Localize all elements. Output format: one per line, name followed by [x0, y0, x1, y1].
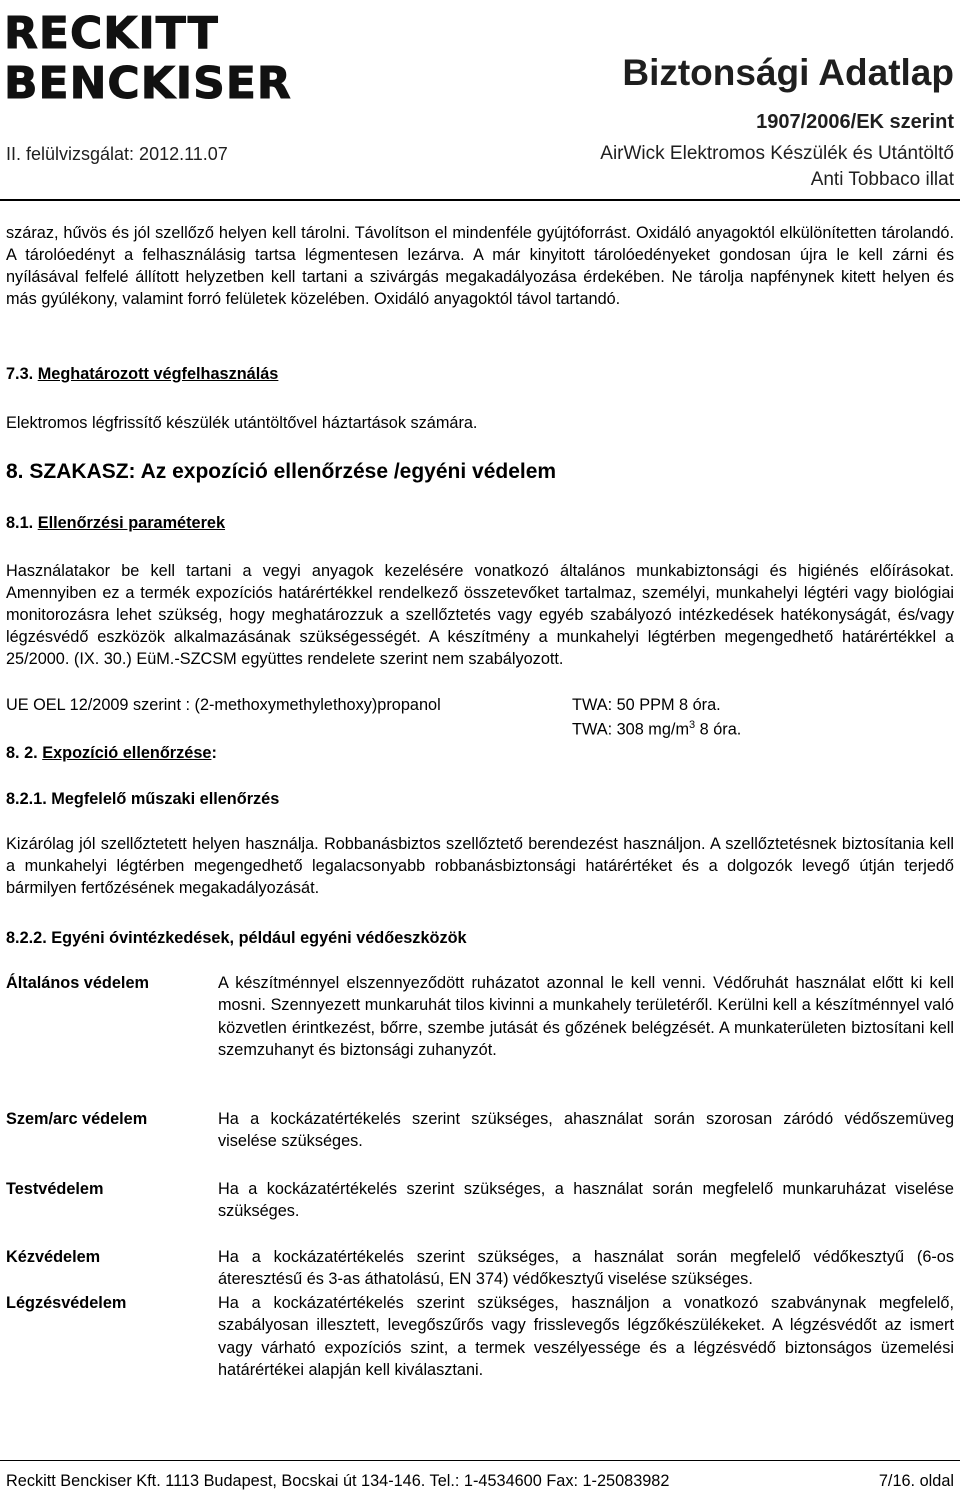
- ppe-text-hand: Ha a kockázatértékelés szerint szükséges, a használat során megfelelő védőkesztyű (6-os áteresztésű és 3-as áthatolású, EN 374) védőkesztyű viselése szükséges.: [218, 1248, 954, 1289]
- twa-ppm: TWA: 50 PPM 8 óra.: [572, 696, 721, 714]
- footer-page-number: 7/16. oldal: [878, 1472, 954, 1490]
- section-7-3-text: Elektromos légfrissítő készülék utántöltővel háztartások számára.: [6, 414, 478, 432]
- ppe-text-eye-face: Ha a kockázatértékelés szerint szükséges, ahasználat során szorosan záródó védőszemüveg viselése szükséges.: [218, 1110, 954, 1151]
- header-divider: [0, 199, 960, 201]
- section-number: 8.1.: [6, 514, 34, 532]
- ppe-text-body: Ha a kockázatértékelés szerint szükséges, a használat során megfelelő munkaruházat viselése szükséges.: [218, 1180, 954, 1221]
- section-8-heading: [6, 460, 556, 484]
- section-8-2-heading: [6, 744, 217, 763]
- product-variant: Anti Tobbaco illat: [810, 169, 954, 190]
- oel-label: UE OEL 12/2009 szerint : (2-methoxymethylethoxy)propanol: [6, 696, 441, 714]
- section-8-1-paragraph: Használatakor be kell tartani a vegyi anyagok kezelésére vonatkozó általános munkabiztonsági és higiénés előírásokat. Amennyiben ez a termék expozíciós határértékkel rendelkező összetevőket tartalmaz, személyi, munkahelyi légtéri vagy biológiai monitorozásra lehet szükség, hogy meghatározzuk a szellőztetés vagy egyéb szabályozó intézkedések hatékonyságát, és/vagy légzésvédő eszközök alkalmazásának szükségességét. A készítmény a munkahelyi légtérben megengedhető határértékkel a 25/2000. (IX. 30.) EüM.-SZCSM együttes rendelete szerint nem szabályozott.: [6, 562, 954, 668]
- section-label: SZAKASZ: [29, 460, 129, 483]
- twa-mg: [572, 719, 741, 739]
- logo-line2: BENCKISER: [4, 58, 292, 109]
- section-number: 8. 2.: [6, 744, 38, 762]
- section-8-1-heading: [6, 514, 225, 533]
- ppe-label-general: Általános védelem: [6, 974, 149, 992]
- ppe-text-respiratory: Ha a kockázatértékelés szerint szükséges, használjon a vonatkozó szabványnak megfelelő, szabályosan illesztett, levegőszűrős vagy frisslevegős légzőkészülékeket. A légzésvédőt az ismert vagy várható expozíciós szint, a termek veszélyessége és a légzésvédő biztonságos üzemelési határértékei alapján kell kiválasztani.: [218, 1294, 954, 1380]
- ppe-label-hand: Kézvédelem: [6, 1248, 101, 1266]
- doc-title: Biztonsági Adatlap: [622, 52, 954, 93]
- twa-mg-value: TWA: 308 mg/m: [572, 720, 690, 739]
- section-number: 7.3.: [6, 365, 34, 383]
- section-title: Meghatározott végfelhasználás: [37, 365, 279, 383]
- section-number: 8.: [6, 460, 24, 483]
- twa-mg-duration: 8 óra.: [695, 720, 742, 739]
- product-name: AirWick Elektromos Készülék és Utántöltő: [600, 143, 954, 164]
- regulation: 1907/2006/EK szerint: [756, 111, 954, 133]
- ppe-label-body: Testvédelem: [6, 1180, 104, 1198]
- section-title: Ellenőrzési paraméterek: [37, 514, 226, 532]
- ppe-label-respiratory: Légzésvédelem: [6, 1294, 127, 1312]
- logo-line1: RECKITT: [4, 8, 219, 59]
- section-8-2-2-heading: 8.2.2. Egyéni óvintézkedések, például egyéni védőeszközök: [6, 929, 467, 947]
- section-colon: :: [211, 744, 217, 762]
- section-8-2-1-paragraph: Kizárólag jól szellőztetett helyen használja. Robbanásbiztos szellőztető berendezést használjon. A szellőztetésnek biztosítania kell a munkahelyi légtérben megengedhető legalacsonyabb robbanásbiztonsági határértéket és a dolgozók levegő útján terjedő bármilyen fertőzésének megakadályozását.: [6, 835, 954, 897]
- footer-divider: [0, 1460, 960, 1461]
- storage-paragraph: száraz, hűvös és jól szellőző helyen kell tárolni. Távolítson el mindenféle gyújtóforrást. Oxidáló anyagoktól elkülönítetten tárolandó. A tárolóedényt a felhasználásig tartsa légmentesen lezárva. A már kinyitott tárolóedényeket gondosan újra le kell zárni és nyílásával felfelé állított helyzetben kell tartani a szivárgás megakadályozása érdekében. Ne tárolja napfénynek kitett helyen és más gyúlékony, valamint forró felületek közelében. Oxidáló anyagoktól távol tartandó.: [6, 224, 954, 308]
- page-footer: [6, 1472, 954, 1491]
- section-8-2-1-heading: 8.2.1. Megfelelő műszaki ellenőrzés: [6, 790, 280, 808]
- ppe-text-general: A készítménnyel elszennyeződött ruházatot azonnal le kell venni. Védőruhát használat előtt ki kell mosni. Szennyezett munkaruhát tilos kivinni a munkahely területéről. Kerülni kell a készítménnyel való közvetlen érintkezést, bőrre, szembe jutását és gőzének belégzését. A munkaterületen biztosítani kell szemzuhanyt és biztonsági zuhanyzót.: [218, 974, 954, 1060]
- section-title: : Az expozíció ellenőrzése /egyéni védelem: [128, 460, 557, 483]
- ppe-label-eye-face: Szem/arc védelem: [6, 1110, 148, 1128]
- footer-company: Reckitt Benckiser Kft. 1113 Budapest, Bocskai út 134-146. Tel.: 1-4534600 Fax: 1-25083982: [6, 1472, 670, 1490]
- section-title: Expozíció ellenőrzése: [42, 744, 212, 762]
- section-7-3-heading: [6, 365, 278, 384]
- revision-date: II. felülvizsgálat: 2012.11.07: [6, 144, 228, 164]
- superscript: 3: [689, 719, 696, 731]
- company-logo: [4, 4, 304, 114]
